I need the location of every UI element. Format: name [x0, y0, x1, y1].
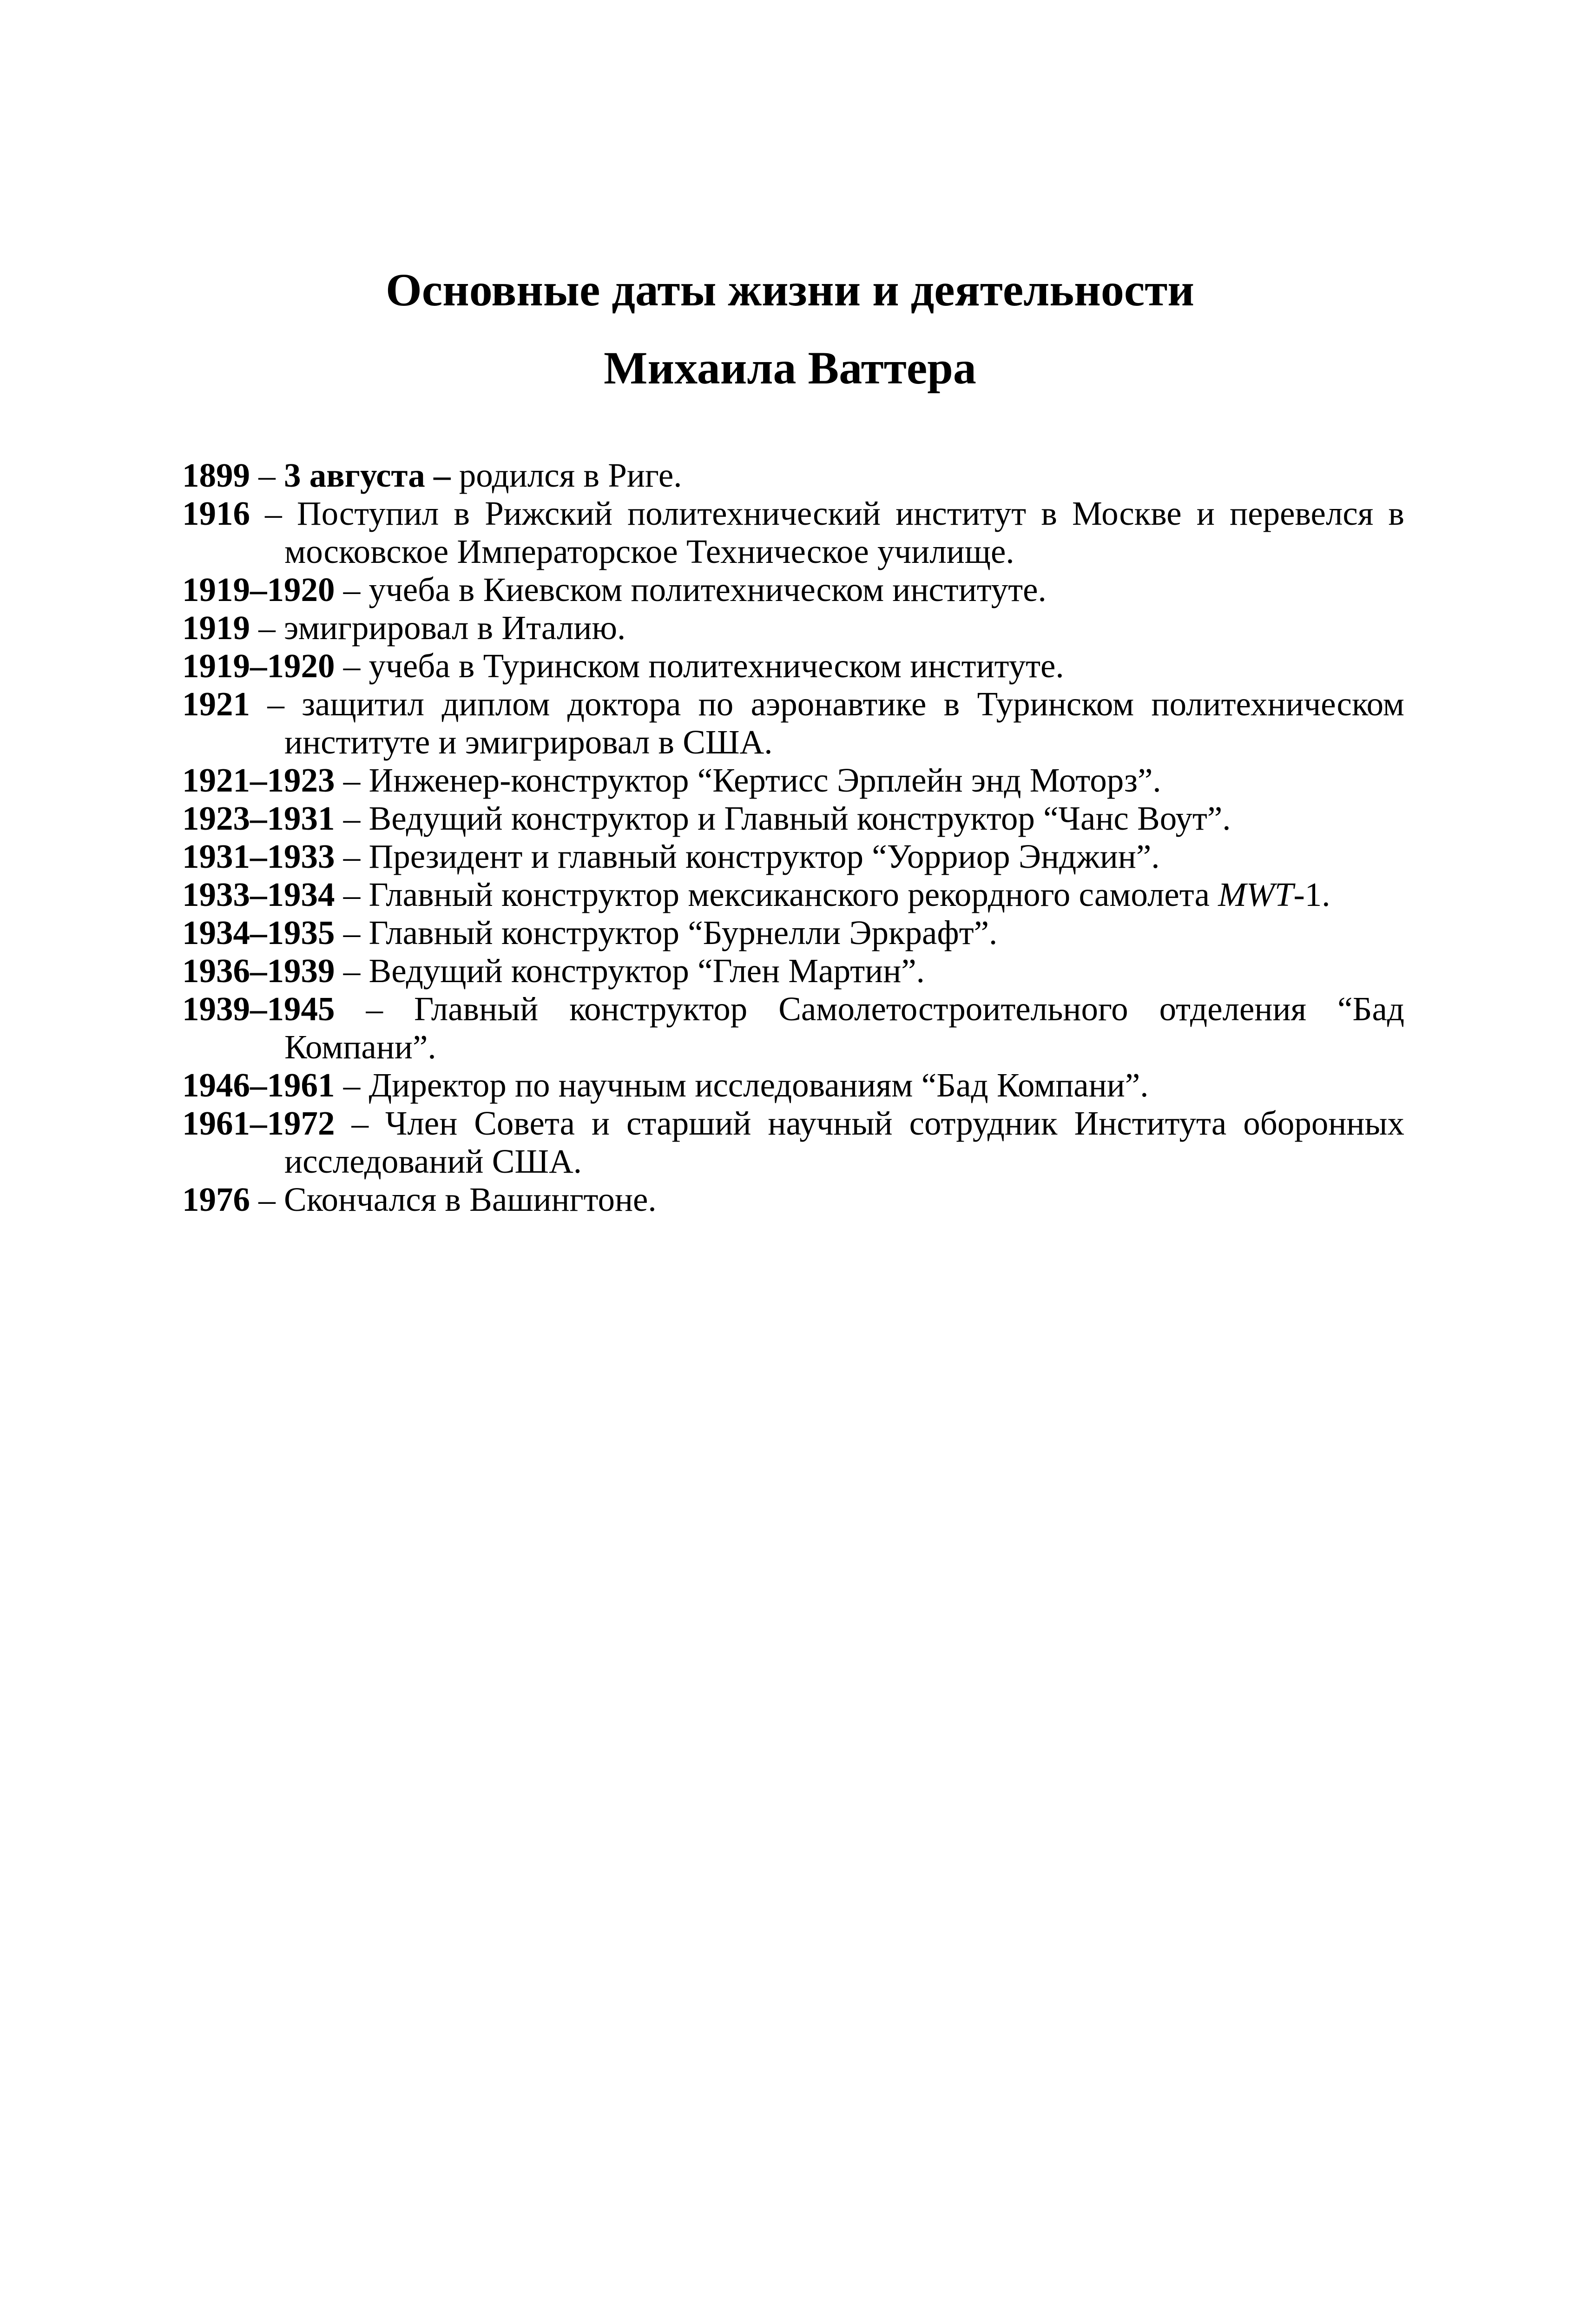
entry-year: 1919 — [182, 609, 250, 647]
entry-separator: – — [250, 685, 302, 723]
entry-separator: – — [250, 609, 284, 647]
entry-text: Член Совета и старший научный сотрудник Института оборонных исследований США. — [284, 1104, 1405, 1180]
entry-separator: – — [335, 761, 369, 799]
entry-separator: – — [335, 799, 369, 837]
entry-separator: – — [250, 456, 284, 494]
chronology-entry — [182, 609, 1404, 647]
chronology-entry — [182, 799, 1404, 838]
entry-year: 1919–1920 — [182, 647, 335, 685]
entry-separator: – — [335, 990, 414, 1028]
entry-year: 1921 — [182, 685, 250, 723]
entry-year: 1946–1961 — [182, 1066, 335, 1104]
chronology-entry — [182, 685, 1404, 761]
chronology-entry — [182, 571, 1404, 609]
entry-text: эмигрировал в Италию. — [284, 609, 626, 647]
entry-year: 1936–1939 — [182, 952, 335, 990]
entry-text: Главный конструктор мексиканского рекордного самолета — [369, 876, 1218, 913]
chronology-entry — [182, 1066, 1404, 1104]
entry-text: Скончался в Вашингтоне. — [284, 1181, 657, 1218]
entry-text: учеба в Киевском политехническом институте. — [369, 571, 1047, 608]
chronology-entry — [182, 1181, 1404, 1219]
page-title — [0, 251, 1580, 407]
entry-separator: – — [335, 647, 369, 685]
entry-separator: – — [335, 952, 369, 990]
entry-date: 3 августа — [284, 456, 425, 494]
title-line-2: Михаила Ваттера — [604, 342, 976, 394]
chronology-list — [182, 456, 1404, 1219]
chronology-entry — [182, 838, 1404, 876]
entry-year: 1899 — [182, 456, 250, 494]
entry-separator: – — [335, 571, 369, 608]
entry-year: 1919–1920 — [182, 571, 335, 608]
entry-separator: – — [335, 876, 369, 913]
entry-separator: – — [335, 1104, 385, 1142]
entry-separator: – — [335, 914, 369, 951]
chronology-entry — [182, 1104, 1404, 1181]
entry-separator: – — [335, 838, 369, 875]
entry-year: 1976 — [182, 1181, 250, 1218]
chronology-entry — [182, 761, 1404, 799]
chronology-entry — [182, 647, 1404, 685]
entry-text: Инженер-конструктор “Кертисс Эрплейн энд Моторз”. — [369, 761, 1161, 799]
chronology-entry — [182, 952, 1404, 990]
chronology-entry — [182, 495, 1404, 571]
entry-year: 1931–1933 — [182, 838, 335, 875]
entry-year: 1934–1935 — [182, 914, 335, 951]
entry-year: 1939–1945 — [182, 990, 335, 1028]
entry-text: учеба в Туринском политехническом институте. — [369, 647, 1064, 685]
entry-text: Главный конструктор Самолетостроительного отделения “Бад Компани”. — [284, 990, 1404, 1066]
chronology-entry — [182, 456, 1404, 495]
entry-text-tail: -1. — [1293, 876, 1330, 913]
entry-year: 1961–1972 — [182, 1104, 335, 1142]
entry-text: Ведущий конструктор “Глен Мартин”. — [369, 952, 925, 990]
entry-text: родился в Риге. — [459, 456, 682, 494]
entry-text: Ведущий конструктор и Главный конструктор “Чанс Воут”. — [369, 799, 1231, 837]
entry-year: 1916 — [182, 495, 250, 532]
entry-text: защитил диплом доктора по аэронавтике в Туринском политехническом институте и эмигрировал в США. — [284, 685, 1404, 761]
entry-text: Поступил в Рижский политехнический институт в Москве и перевелся в московское Императорское Техническое училище. — [284, 495, 1404, 570]
entry-text: Главный конструктор “Бурнелли Эркрафт”. — [369, 914, 998, 951]
chronology-entry — [182, 990, 1404, 1066]
entry-year: 1923–1931 — [182, 799, 335, 837]
entry-separator: – — [335, 1066, 369, 1104]
chronology-entry — [182, 914, 1404, 952]
entry-separator: – — [425, 456, 459, 494]
entry-separator: – — [250, 1181, 284, 1218]
title-line-1: Основные даты жизни и деятельности — [385, 264, 1195, 316]
entry-year: 1921–1923 — [182, 761, 335, 799]
entry-year: 1933–1934 — [182, 876, 335, 913]
chronology-entry — [182, 876, 1404, 914]
aircraft-designation: MWT — [1218, 876, 1294, 913]
entry-separator: – — [250, 495, 297, 532]
entry-text: Директор по научным исследованиям “Бад Компани”. — [369, 1066, 1149, 1104]
entry-text: Президент и главный конструктор “Уорриор Энджин”. — [369, 838, 1160, 875]
